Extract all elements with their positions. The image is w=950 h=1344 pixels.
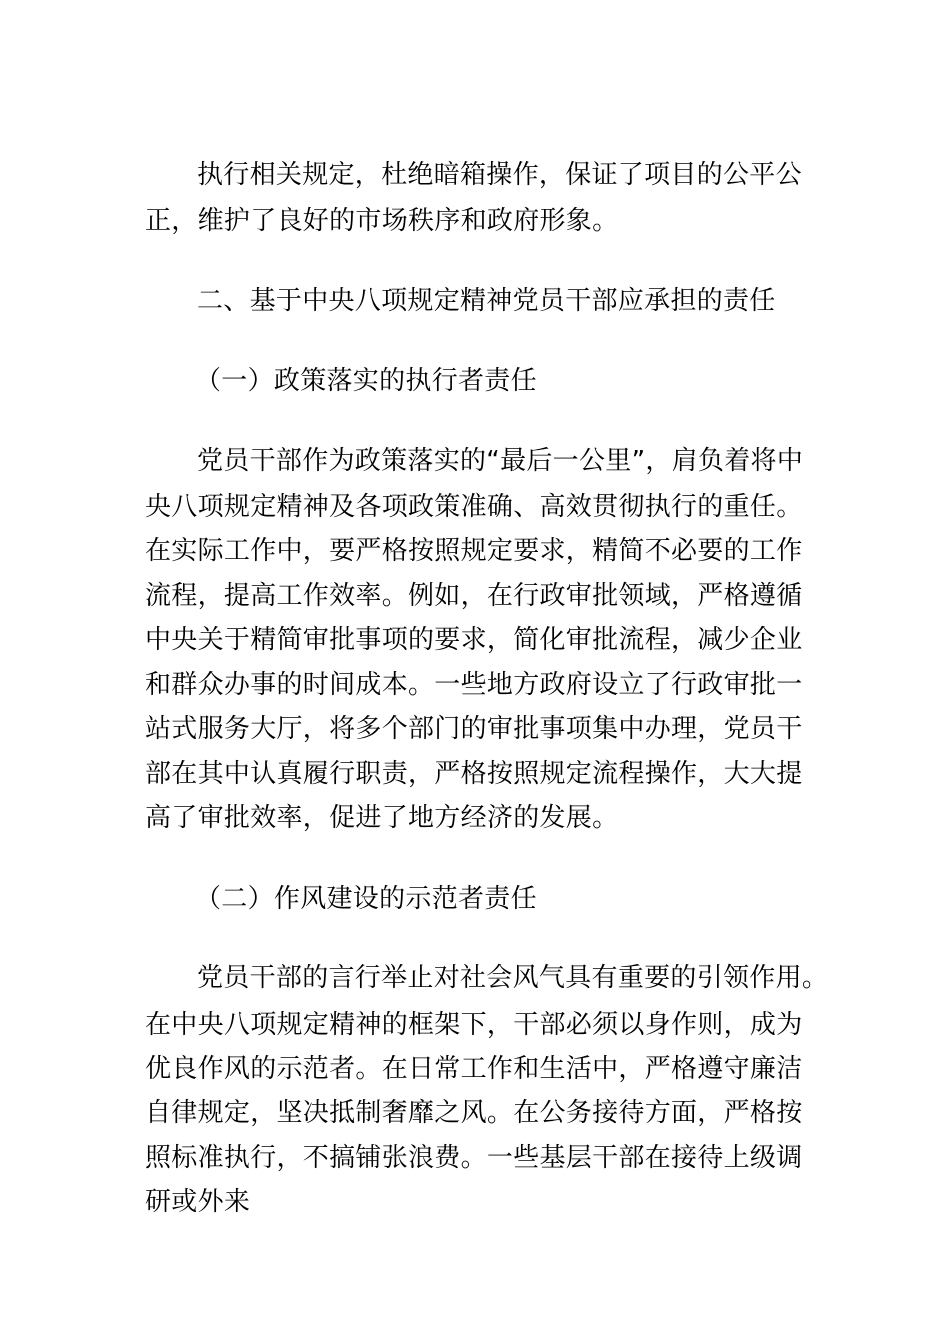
paragraph-2-line-7: 站式服务大厅，将多个部门的审批事项集中办理，党员干 bbox=[145, 714, 803, 744]
paragraph-1-line-2: 正，维护了良好的市场秩序和政府形象。 bbox=[145, 206, 619, 236]
paragraph-2-line-5: 中央关于精简审批事项的要求，简化审批流程，减少企业 bbox=[145, 625, 803, 655]
subheading-1: （一）政策落实的执行者责任 bbox=[195, 366, 537, 396]
paragraph-3-line-5: 照标准执行，不搞铺张浪费。一些基层干部在接待上级调 bbox=[145, 1143, 803, 1173]
paragraph-3-line-2: 在中央八项规定精神的框架下，干部必须以身作则，成为 bbox=[145, 1010, 803, 1040]
paragraph-3-line-3: 优良作风的示范者。在日常工作和生活中，严格遵守廉洁 bbox=[145, 1054, 803, 1084]
paragraph-2-line-9: 高了审批效率，促进了地方经济的发展。 bbox=[145, 803, 619, 833]
paragraph-2-line-8: 部在其中认真履行职责，严格按照规定流程操作，大大提 bbox=[145, 759, 803, 789]
section-heading-2: 二、基于中央八项规定精神党员干部应承担的责任 bbox=[197, 286, 776, 316]
paragraph-3-line-4: 自律规定，坚决抵制奢靡之风。在公务接待方面，严格按 bbox=[145, 1098, 803, 1128]
paragraph-2-line-4: 流程，提高工作效率。例如，在行政审批领域，严格遵循 bbox=[145, 581, 803, 611]
paragraph-3-line-6: 研或外来 bbox=[145, 1187, 251, 1217]
paragraph-2-line-6: 和群众办事的时间成本。一些地方政府设立了行政审批一 bbox=[145, 670, 803, 700]
subheading-2: （二）作风建设的示范者责任 bbox=[195, 884, 537, 914]
paragraph-2-line-2: 央八项规定精神及各项政策准确、高效贯彻执行的重任。 bbox=[145, 492, 803, 522]
paragraph-2-line-3: 在实际工作中，要严格按照规定要求，精简不必要的工作 bbox=[145, 536, 803, 566]
paragraph-1-line-1: 执行相关规定，杜绝暗箱操作，保证了项目的公平公 bbox=[197, 160, 802, 190]
paragraph-3-line-1: 党员干部的言行举止对社会风气具有重要的引领作用。 bbox=[197, 963, 829, 993]
paragraph-2-line-1: 党员干部作为政策落实的“最后一公里”，肩负着将中 bbox=[197, 446, 804, 476]
